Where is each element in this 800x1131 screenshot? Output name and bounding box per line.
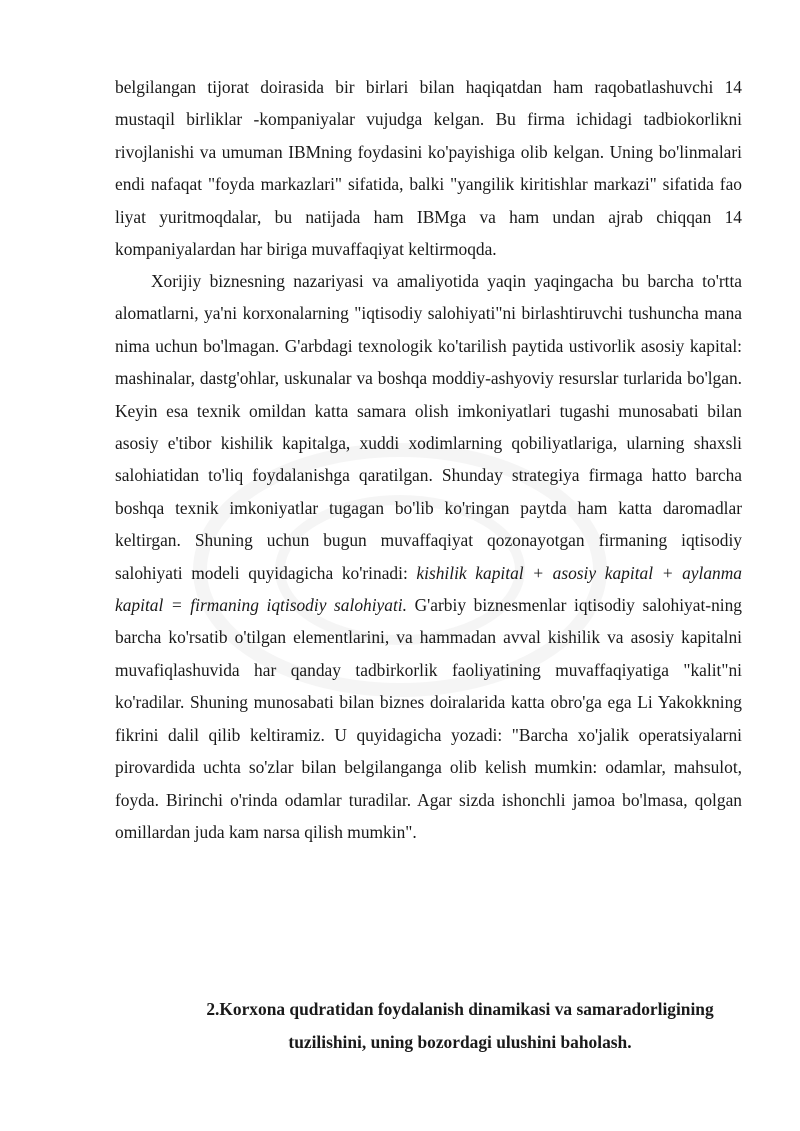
formula-text: kishilik kapital + asosiy kapital + aylanma kapital = firmaning iqtisodiy salohiyati.: [115, 562, 742, 616]
section-heading: [160, 993, 760, 1059]
paragraph-1-text: belgilangan tijorat doirasida bir birlari bilan haqiqatdan ham raqobatlashuvchi 14 mustaqil birliklar -kompaniyalar vujudga kelgan. Bu firma ichidagi tadbiokorlikni rivojlanishi va umuman IBMning foydasini ko'payishiga olib kelgan. Uning bo'linmalari endi nafaqat "foyda markazlari" sifatida, balki "yangilik kiritishlar markazi" sifatida fao liyat yuritmoqdalar, bu natijada ham IBMga va ham undan ajrab chiqqan 14 kompaniyalardan har biriga muvaffaqiyat keltirmoqda.: [115, 77, 742, 260]
paragraph-2: [115, 265, 742, 848]
section-heading-line-1: 2.Korxona qudratidan foydalanish dinamikasi va samaradorligining: [206, 999, 714, 1019]
section-heading-line-2: tuzilishini, uning bozordagi ulushini baholash.: [288, 1032, 632, 1052]
paragraph-2-text-start: Xorijiy biznesning nazariyasi va amaliyotida yaqin yaqingacha bu barcha to'rtta alomatlarni, ya'ni korxonalarning "iqtisodiy salohiyati"ni birlashtiruvchi tushuncha mana nima uchun bo'lmagan. G'arbdagi texnologik ko'tarilish paytida ustivorlik asosiy kapital: mashinalar, dastg'ohlar, uskunalar va boshqa moddiy-ashyoviy resurslar turlarida bo'lgan. Keyin esa texnik omildan katta samara olish imkoniyatlari tugashi munosabati bilan asosiy e'tibor kishilik kapitalga, xuddi xodimlarning qobiliyatlariga, ularning shaxsli salohiatidan to'liq foydalanishga qaratilgan. Shunday strategiya firmaga hatto barcha boshqa texnik imkoniyatlar tugagan bo'lib ko'ringan paytda ham katta daromadlar keltirgan. Shuning uchun bugun muvaffaqiyat qozonayotgan firmaning iqtisodiy salohiyati modeli quyidagicha ko'rinadi:: [115, 271, 742, 583]
paragraph-1: [115, 71, 742, 265]
paragraph-2-text-end: G'arbiy biznesmenlar iqtisodiy salohiyat-ning barcha ko'rsatib o'tilgan elementlarini, va hammadan avval kishilik va asosiy kapitalni muvafiqlashuvida har qanday tadbirkorlik faoliyatining muvaffaqiyatiga "kalit"ni ko'radilar. Shuning munosabati bilan biznes doiralarida katta obro'ga ega Li Yakokkning fikrini dalil qilib keltiramiz. U quyidagicha yozadi: "Barcha xo'jalik operatsiyalarni pirovardida uchta so'zlar bilan belgilanganga olib kelish mumkin: odamlar, mahsulot, foyda. Birinchi o'rinda odamlar turadilar. Agar sizda ishonchli jamoa bo'lmasa, qolgan omillardan juda kam narsa qilish mumkin".: [115, 595, 742, 842]
